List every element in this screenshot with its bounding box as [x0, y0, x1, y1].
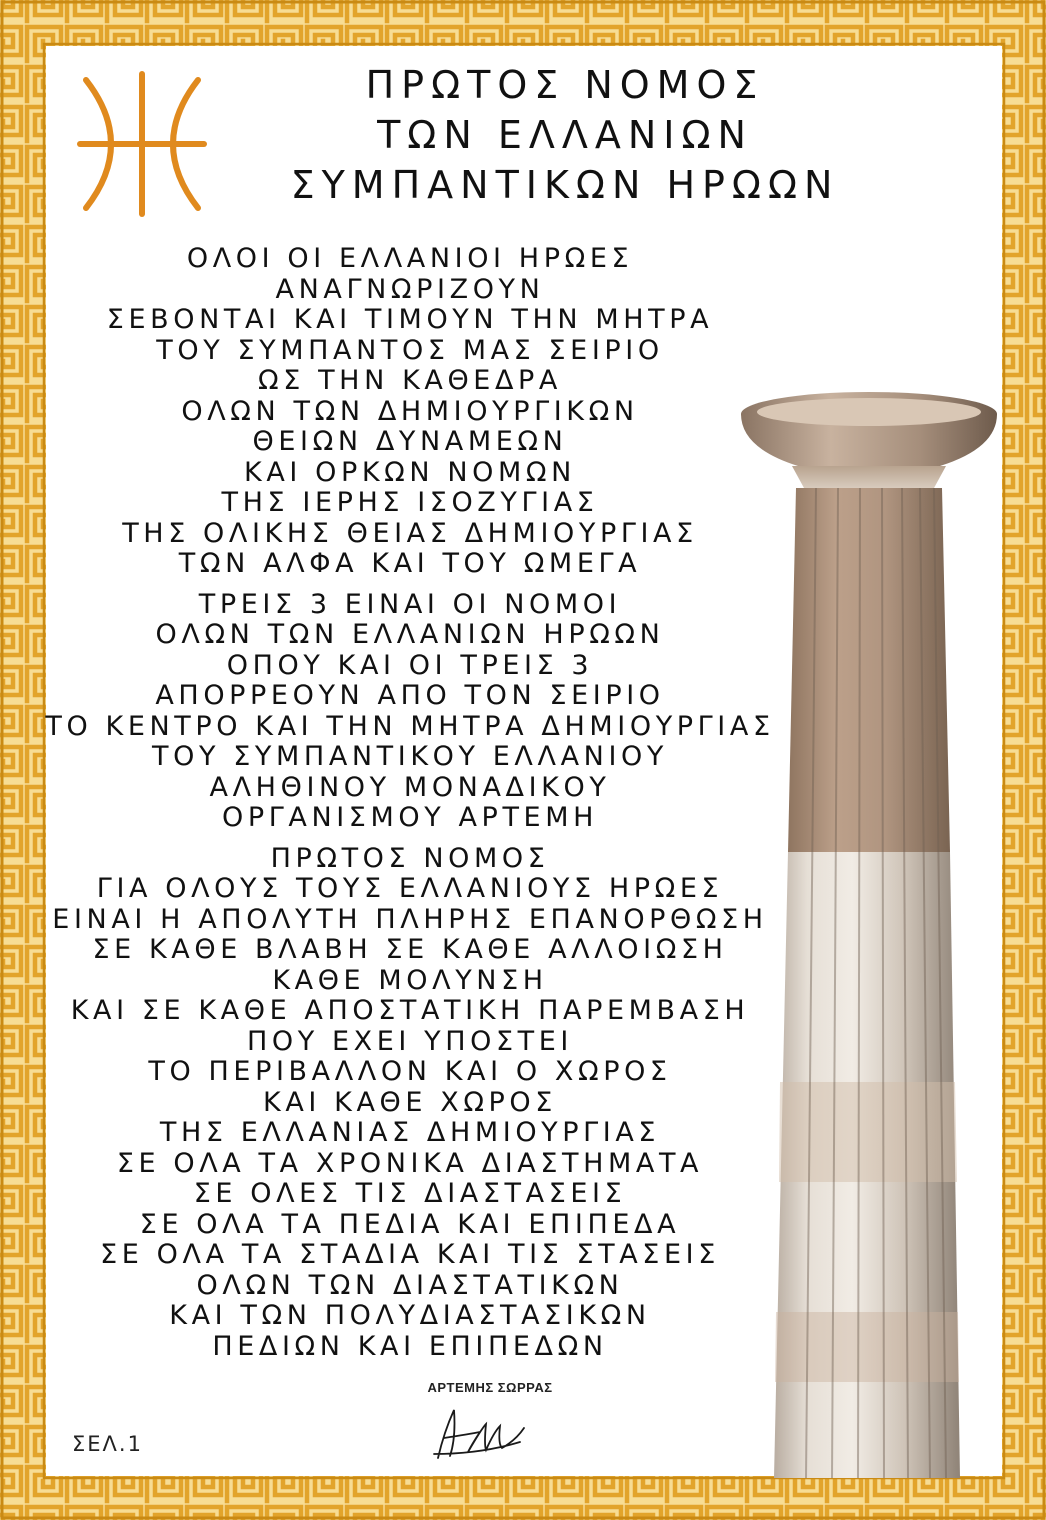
- text-line: ΩΣ ΤΗΝ ΚΑΘΕΔΡΑ: [258, 365, 562, 396]
- text-line: ΟΡΓΑΝΙΣΜΟΥ ΑΡΤΕΜΗ: [222, 802, 598, 833]
- text-line: ΣΕΒΟΝΤΑΙ ΚΑΙ ΤΙΜΟΥΝ ΤΗΝ ΜΗΤΡΑ: [106, 304, 714, 335]
- sirius-star-symbol: [74, 70, 210, 218]
- text-line: ΤΗΣ ΙΕΡΗΣ ΙΣΟΖΥΓΙΑΣ: [221, 487, 599, 518]
- page-title: [200, 60, 930, 210]
- text-line: ΤΩΝ ΑΛΦΑ ΚΑΙ ΤΟΥ ΩΜΕΓΑ: [178, 548, 642, 579]
- text-line: ΣΕ ΚΑΘΕ ΒΛΑΒΗ ΣΕ ΚΑΘΕ ΑΛΛΟΙΩΣΗ: [92, 934, 728, 965]
- text-line: ΟΛΩΝ ΤΩΝ ΔΙΑΣΤΑΤΙΚΩΝ: [196, 1269, 624, 1301]
- text-line: ΚΑΘΕ ΜΟΛΥΝΣΗ: [272, 964, 548, 996]
- paragraph-3: [40, 844, 780, 1363]
- handwritten-signature: [420, 1398, 530, 1468]
- text-line: ΚΑΙ ΚΑΘΕ ΧΩΡΟΣ: [263, 1086, 557, 1118]
- greek-column-image: [738, 382, 1000, 1480]
- text-line: ΤΟ ΠΕΡΙΒΑΛΛΟΝ ΚΑΙ Ο ΧΩΡΟΣ: [148, 1056, 672, 1087]
- text-line: ΟΛΩΝ ΤΩΝ ΕΛΛΑΝΙΩΝ ΗΡΩΩΝ: [155, 619, 665, 650]
- text-line: ΟΠΟΥ ΚΑΙ ΟΙ ΤΡΕΙΣ 3: [226, 649, 594, 681]
- text-line: ΤΗΣ ΟΛΙΚΗΣ ΘΕΙΑΣ ΔΗΜΙΟΥΡΓΙΑΣ: [122, 517, 698, 549]
- text-line: ΣΕ ΟΛΑ ΤΑ ΠΕΔΙΑ ΚΑΙ ΕΠΙΠΕΔΑ: [139, 1208, 681, 1240]
- text-line: ΚΑΙ ΟΡΚΩΝ ΝΟΜΩΝ: [244, 456, 576, 488]
- text-line: ΕΙΝΑΙ Η ΑΠΟΛΥΤΗ ΠΛΗΡΗΣ ΕΠΑΝΟΡΘΩΣΗ: [52, 903, 768, 935]
- text-line: ΤΟΥ ΣΥΜΠΑΝΤΟΣ ΜΑΣ ΣΕΙΡΙΟ: [156, 334, 664, 366]
- text-line: ΓΙΑ ΟΛΟΥΣ ΤΟΥΣ ΕΛΛΑΝΙΟΥΣ ΗΡΩΕΣ: [96, 873, 724, 904]
- text-line: ΠΟΥ ΕΧΕΙ ΥΠΟΣΤΕΙ: [246, 1025, 573, 1057]
- text-line: ΟΛΟΙ ΟΙ ΕΛΛΑΝΙΟΙ ΗΡΩΕΣ: [186, 243, 634, 274]
- text-line: ΟΛΩΝ ΤΩΝ ΔΗΜΙΟΥΡΓΙΚΩΝ: [181, 395, 639, 427]
- text-line: ΑΝΑΓΝΩΡΙΖΟΥΝ: [275, 273, 545, 305]
- page-number: ΣΕΛ.1: [72, 1432, 143, 1456]
- text-line: ΘΕΙΩΝ ΔΥΝΑΜΕΩΝ: [252, 426, 568, 457]
- text-line: ΣΕ ΟΛΑ ΤΑ ΣΤΑΔΙΑ ΚΑΙ ΤΙΣ ΣΤΑΣΕΙΣ: [100, 1239, 720, 1270]
- law-text: [40, 244, 780, 1362]
- text-line: ΑΠΟΡΡΕΟΥΝ ΑΠΟ ΤΟΝ ΣΕΙΡΙΟ: [155, 680, 665, 711]
- text-line: ΠΡΩΤΟΣ ΝΟΜΟΣ: [270, 842, 550, 874]
- text-line: ΚΑΙ ΣΕ ΚΑΘΕ ΑΠΟΣΤΑΤΙΚΗ ΠΑΡΕΜΒΑΣΗ: [70, 995, 750, 1026]
- text-line: ΤΟΥ ΣΥΜΠΑΝΤΙΚΟΥ ΕΛΛΑΝΙΟΥ: [152, 741, 668, 772]
- text-line: ΣΕ ΟΛΕΣ ΤΙΣ ΔΙΑΣΤΑΣΕΙΣ: [193, 1178, 627, 1209]
- text-line: ΤΟ ΚΕΝΤΡΟ ΚΑΙ ΤΗΝ ΜΗΤΡΑ ΔΗΜΙΟΥΡΓΙΑΣ: [45, 710, 775, 742]
- text-line: ΤΗΣ ΕΛΛΑΝΙΑΣ ΔΗΜΙΟΥΡΓΙΑΣ: [159, 1117, 661, 1148]
- title-line: ΤΩΝ ΕΛΛΑΝΙΩΝ: [377, 113, 753, 157]
- author-name: ΑΡΤΕΜΗΣ ΣΩΡΡΑΣ: [427, 1380, 553, 1395]
- text-line: ΤΡΕΙΣ 3 ΕΙΝΑΙ ΟΙ ΝΟΜΟΙ: [198, 588, 622, 620]
- paragraph-2: [40, 590, 780, 834]
- title-line: ΠΡΩΤΟΣ ΝΟΜΟΣ: [365, 63, 765, 107]
- text-line: ΣΕ ΟΛΑ ΤΑ ΧΡΟΝΙΚΑ ΔΙΑΣΤΗΜΑΤΑ: [116, 1147, 704, 1179]
- text-line: ΚΑΙ ΤΩΝ ΠΟΛΥΔΙΑΣΤΑΣΙΚΩΝ: [169, 1300, 651, 1331]
- text-line: ΠΕΔΙΩΝ ΚΑΙ ΕΠΙΠΕΔΩΝ: [212, 1330, 608, 1362]
- text-line: ΑΛΗΘΙΝΟΥ ΜΟΝΑΔΙΚΟΥ: [209, 771, 611, 803]
- title-line: ΣΥΜΠΑΝΤΙΚΩΝ ΗΡΩΩΝ: [290, 163, 840, 207]
- paragraph-1: [40, 244, 780, 580]
